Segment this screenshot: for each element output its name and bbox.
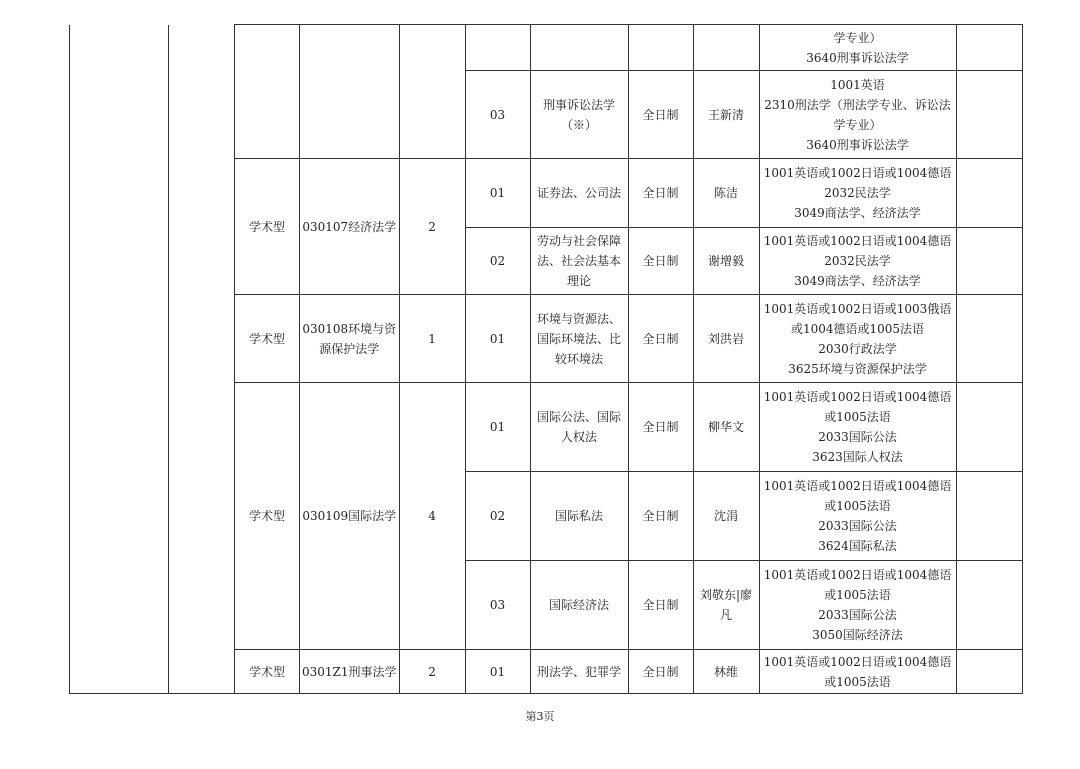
cell-text-line: 3640刑事诉讼法学 [806, 137, 909, 152]
cell-mode [628, 472, 693, 561]
cell-text-line: 较环境法 [555, 351, 604, 366]
cell-text-line: 030109国际法学 [302, 509, 397, 523]
cell-dir [465, 650, 530, 694]
cell-dir [465, 561, 530, 650]
cell-text-line: 3049商法学、经济法学 [794, 274, 921, 288]
cell-text-line: 全日制 [642, 509, 679, 523]
cell-text-line: 凡 [720, 608, 733, 622]
cell-text-line: 林维 [714, 664, 739, 679]
cell-text-line: 证券法、公司法 [537, 186, 622, 200]
cell-mode [628, 650, 693, 694]
cell-text-line: 全日制 [642, 598, 679, 612]
cell-text-line: 王新清 [708, 107, 745, 122]
cell-text-line: 2310刑法学（刑法学专业、诉讼法 [764, 97, 951, 112]
cell-exam [759, 159, 956, 228]
cell-teacher [693, 71, 759, 159]
cell-text-line: 或1005法语 [824, 410, 891, 424]
cell-research [530, 383, 628, 472]
cell-major [300, 650, 400, 694]
cell-text-line: 3050国际经济法 [812, 628, 903, 642]
cell-text-line: 法、社会法基本 [537, 254, 622, 268]
cell-dir [465, 295, 530, 383]
cell-text-line: 全日制 [642, 186, 679, 200]
cell-text-line: 2 [428, 664, 436, 679]
cell-note [956, 561, 1022, 650]
cell-text-line: 1001英语或1002日语或1004德语 [763, 479, 952, 493]
cell-text-line: 学专业） [833, 117, 882, 132]
cell-text-line: 学术型 [248, 331, 285, 346]
cell-text-line: 3623国际人权法 [812, 450, 903, 464]
cell-text-line: 2 [428, 219, 436, 234]
cell-text-line: 或1005法语 [824, 588, 891, 602]
cell-text-line: 2033国际公法 [818, 608, 897, 622]
cell-text-line: 学术型 [248, 219, 285, 234]
cell-teacher [693, 228, 759, 295]
cell-note [956, 228, 1022, 295]
cell-mode [628, 228, 693, 295]
cell-exam [759, 472, 956, 561]
cell-dir [465, 159, 530, 228]
cell-type [235, 25, 300, 159]
cell-note [956, 472, 1022, 561]
cell-exam [759, 295, 956, 383]
cell-dir [465, 472, 530, 561]
cell-note [956, 25, 1022, 71]
cell-text-line: 3625环境与资源保护法学 [788, 361, 927, 376]
cell-type [235, 383, 300, 650]
cell-type [235, 295, 300, 383]
cell-text-line: 全日制 [642, 664, 679, 679]
cell-text-line: 0301Z1刑事法学 [302, 664, 397, 679]
cell-research [530, 228, 628, 295]
cell-text-line: 2033国际公法 [818, 430, 897, 444]
cell-dir [465, 228, 530, 295]
cell-text-line: 刑法学、犯罪学 [537, 664, 622, 679]
cell-text-line: （※） [561, 117, 598, 132]
cell-teacher [693, 383, 759, 472]
cell-text-line: 030107经济法学 [302, 219, 397, 234]
cell-text-line: 01 [489, 331, 506, 346]
cell-exam [759, 71, 956, 159]
cell-teacher [693, 159, 759, 228]
cell-text-line: 02 [489, 509, 506, 523]
cell-major [300, 159, 400, 295]
cell-text-line: 4 [428, 509, 436, 523]
cell-text-line: 国际公法、国际 [537, 410, 622, 424]
cell-exam [759, 25, 956, 71]
cell-text-line: 人权法 [561, 430, 598, 444]
cell-text-line: 理论 [567, 274, 592, 288]
cell-note [956, 383, 1022, 472]
cell-research [530, 472, 628, 561]
cell-major [300, 25, 400, 159]
cell-type [235, 650, 300, 694]
cell-text-line: 3624国际私法 [818, 539, 897, 553]
cell-text-line: 2033国际公法 [818, 519, 897, 533]
cell-text-line: 01 [489, 420, 506, 434]
cell-count [399, 650, 465, 694]
page-number: 第3页 [525, 710, 555, 723]
cell-text-line: 2032民法学 [824, 254, 891, 268]
cell-text-line: 2032民法学 [824, 186, 891, 200]
cell-text-line: 1001英语或1002日语或1004德语 [763, 654, 952, 669]
cell-text-line: 全日制 [642, 331, 679, 346]
cell-text-line: 柳华文 [708, 420, 745, 434]
cell-text-line: 030108环境与资 [302, 321, 397, 336]
cell-text-line: 谢增毅 [708, 254, 745, 268]
cell-count [399, 159, 465, 295]
cell-text-line: 3049商法学、经济法学 [794, 206, 921, 220]
cell-text-line: 1001英语 [830, 77, 885, 92]
cell-text-line: 陈洁 [714, 186, 739, 200]
cell-teacher [693, 561, 759, 650]
cell-research [530, 159, 628, 228]
cell-mode [628, 25, 693, 71]
cell-text-line: 1001英语或1002日语或1004德语 [763, 568, 952, 582]
cell-text-line: 03 [489, 107, 506, 122]
cell-dir [465, 383, 530, 472]
cell-note [956, 295, 1022, 383]
cell-mode [628, 295, 693, 383]
cell-text-line: 环境与资源法、 [537, 311, 622, 326]
cell-text-line: 或1005法语 [824, 674, 891, 689]
cell-text-line: 沈涓 [714, 509, 739, 523]
cell-note [956, 71, 1022, 159]
cell-text-line: 学专业） [833, 30, 882, 45]
cell-exam [759, 383, 956, 472]
cell-text-line: 02 [489, 254, 506, 268]
cell-text-line: 全日制 [642, 254, 679, 268]
cell-major [300, 295, 400, 383]
cell-text-line: 1001英语或1002日语或1003俄语 [763, 301, 952, 316]
cell-count [399, 25, 465, 159]
cell-dir [465, 71, 530, 159]
cell-text-line: 或1004德语或1005法语 [790, 321, 925, 336]
cell-teacher [693, 472, 759, 561]
cell-text-line: 国际私法 [555, 509, 604, 523]
cell-text-line: 或1005法语 [824, 499, 891, 513]
cell-text-line: 学术型 [248, 664, 285, 679]
cell-text-line: 全日制 [642, 420, 679, 434]
cell-teacher [693, 650, 759, 694]
cell-exam [759, 228, 956, 295]
cell-research [530, 295, 628, 383]
cell-text-line: 国际环境法、比 [537, 331, 622, 346]
cell-exam [759, 650, 956, 694]
cell-type [235, 159, 300, 295]
cell-note [956, 650, 1022, 694]
cell-c1 [169, 25, 235, 694]
cell-mode [628, 383, 693, 472]
cell-research [530, 650, 628, 694]
cell-mode [628, 71, 693, 159]
cell-text-line: 全日制 [642, 107, 679, 122]
cell-text-line: 1 [428, 331, 436, 346]
cell-text-line: 源保护法学 [319, 341, 380, 356]
cell-text-line: 1001英语或1002日语或1004德语 [763, 166, 952, 180]
cell-count [399, 383, 465, 650]
table-row [70, 25, 1023, 71]
cell-text-line: 1001英语或1002日语或1004德语 [763, 390, 952, 404]
cell-text-line: 刘洪岩 [708, 331, 745, 346]
cell-teacher [693, 295, 759, 383]
cell-mode [628, 159, 693, 228]
cell-text-line: 学术型 [248, 509, 285, 523]
admission-catalog-table [69, 24, 1023, 694]
cell-text-line: 03 [489, 598, 506, 612]
cell-research [530, 71, 628, 159]
cell-count [399, 295, 465, 383]
cell-mode [628, 561, 693, 650]
cell-text-line: 01 [489, 664, 506, 679]
cell-text-line: 2030行政法学 [818, 341, 897, 356]
cell-exam [759, 561, 956, 650]
cell-text-line: 刑事诉讼法学 [543, 97, 616, 112]
cell-text-line: 劳动与社会保障 [537, 234, 622, 248]
cell-text-line: 刘敬东|廖 [699, 588, 753, 602]
cell-research [530, 561, 628, 650]
cell-research [530, 25, 628, 71]
cell-note [956, 159, 1022, 228]
cell-teacher [693, 25, 759, 71]
cell-c0 [70, 25, 169, 694]
cell-text-line: 1001英语或1002日语或1004德语 [763, 234, 952, 248]
cell-text-line: 国际经济法 [549, 598, 610, 612]
cell-text-line: 01 [489, 186, 506, 200]
cell-major [300, 383, 400, 650]
cell-dir [465, 25, 530, 71]
cell-text-line: 3640刑事诉讼法学 [806, 50, 909, 65]
